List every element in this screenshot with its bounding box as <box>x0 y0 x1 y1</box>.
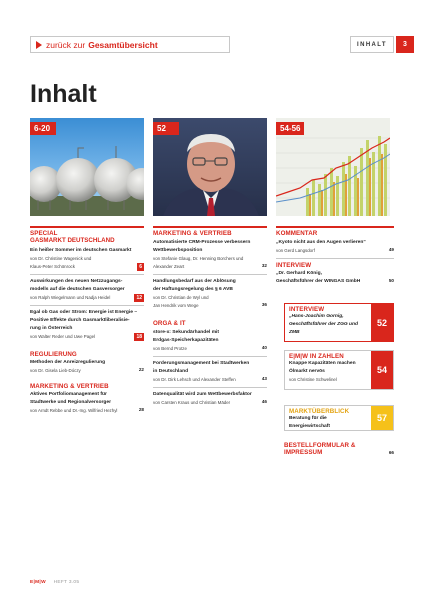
toc-entry[interactable] <box>30 309 144 341</box>
article-title: Forderungsmanagement bei Stadtwerken <box>153 361 250 366</box>
divider <box>276 226 394 228</box>
section-heading: MARKTÜBERBLICK <box>289 408 350 415</box>
article-author: von Ralph Wiegelmann und Nadja Heidel <box>30 295 111 300</box>
separator <box>276 258 394 259</box>
article-author: von Christine Schwelinel <box>289 377 337 382</box>
market-overview-box[interactable] <box>284 405 394 431</box>
article-author: Alexander Zeart <box>153 264 185 269</box>
article-title: Egal ob Gas oder Strom: Energie ist Energie – <box>30 310 138 315</box>
toc-entry[interactable] <box>153 329 267 353</box>
article-title: Datenqualität wird zum Wettbewerbsfaktor <box>153 392 252 397</box>
section-heading: MARKETING & VERTRIEB <box>30 383 109 390</box>
page-ref: 36 <box>261 302 267 307</box>
page-ref: 6 <box>139 264 142 270</box>
separator <box>153 274 267 275</box>
separator <box>153 387 267 388</box>
back-to-overview-link[interactable] <box>30 36 230 53</box>
page-ref: 40 <box>261 345 267 350</box>
article-author: von Walter Reder und Uwe Pagel <box>30 334 95 339</box>
article-title: in Deutschland <box>153 369 189 374</box>
interview-box[interactable] <box>284 303 394 342</box>
divider <box>30 226 144 228</box>
article-title: Methoden der Anreizregulierung <box>30 360 106 365</box>
article-title: der Haftungsregelung des § 6 AVB <box>153 287 233 292</box>
page-ref: 28 <box>138 407 144 412</box>
numbers-box[interactable] <box>284 350 394 390</box>
page-ref: 32 <box>261 263 267 268</box>
article-author: Jan Hendrik vom Wege <box>153 303 199 308</box>
toc-entry[interactable] <box>153 278 267 310</box>
page-ref: 57 <box>371 406 393 430</box>
article-title: Auswirkungen des neuen Netzzugangs- <box>30 279 123 284</box>
page-ref: 50 <box>388 278 394 283</box>
article-title: Wettbewerbsposition <box>153 248 203 253</box>
article-title: Geschäftsführer der WINGAS GmbH <box>276 279 361 284</box>
article-title: store-x: Sekundärhandel mit <box>153 330 220 335</box>
footer <box>30 580 79 585</box>
section-heading: KOMMENTAR <box>276 230 318 237</box>
article-title: Aktives Portfoliomanagement für <box>30 392 107 397</box>
article-author: von Carsten Kraus und Christian Mäder <box>153 400 231 405</box>
arrow-right-icon <box>36 41 42 49</box>
article-author: Klaus-Peter Schönrock <box>30 264 75 269</box>
page-ref: 54 <box>371 351 393 389</box>
page-title: Inhalt <box>30 80 97 108</box>
column-marketing <box>153 230 267 407</box>
article-title: „Hans-Joachim Gornig, <box>289 314 344 319</box>
brand-logo: E|M|W <box>30 580 46 585</box>
page-ref: 18 <box>136 334 142 340</box>
article-title: rung in Österreich <box>30 326 73 331</box>
article-title: Geschäftsführer der ZGG und ZMB <box>289 322 359 335</box>
article-author: von Gerd Langsdorf <box>276 248 315 253</box>
toc-entry[interactable] <box>30 247 144 271</box>
image-tag: 52 <box>153 122 179 135</box>
toc-entry[interactable] <box>153 239 267 271</box>
separator <box>30 305 144 306</box>
article-title: Handlungsbedarf aus der Ablösung <box>153 279 236 284</box>
section-heading: SPECIAL <box>30 230 58 237</box>
toc-entry[interactable] <box>153 391 267 407</box>
page-number: 3 <box>396 36 414 53</box>
page-ref: 49 <box>388 247 394 252</box>
article-title: modells auf die deutschen Gasversorger <box>30 287 125 292</box>
portrait-image[interactable] <box>153 118 267 216</box>
article-author: von Arndt Rebbe und Dr.-Ing. Wilfried Hezhyl <box>30 408 118 413</box>
article-title: Beratung für die Energiewirtschaft <box>289 416 331 429</box>
section-heading: INTERVIEW <box>289 306 325 313</box>
issue-label: HEFT 3.05 <box>53 580 80 585</box>
toc-entry[interactable] <box>276 270 394 286</box>
article-title: „Kyoto nicht aus den Augen verlieren“ <box>276 240 366 245</box>
page-ref: 46 <box>261 399 267 404</box>
article-author: von Bernd Protze <box>153 346 187 351</box>
article-author: von Dr. Christine Wagenick und <box>30 256 92 261</box>
article-title: Knappe Kapazitäten machen <box>289 361 356 366</box>
separator <box>30 274 144 275</box>
back-link-target: Gesamtübersicht <box>88 39 158 50</box>
section-heading: MARKETING & VERTRIEB <box>153 230 232 237</box>
toc-entry[interactable] <box>30 391 144 415</box>
page-ref: 22 <box>138 367 144 372</box>
back-link-prefix: zurück zur <box>46 39 86 50</box>
article-title: Positive Effekte durch Gasmarktliberalisie- <box>30 318 130 323</box>
page-ref: 52 <box>371 304 393 341</box>
gas-tanks-image[interactable] <box>30 118 144 216</box>
article-author: von Dr. Christian de Wyl und <box>153 295 209 300</box>
image-tag: 54-56 <box>276 122 304 135</box>
article-author: von Stefanie Glaug, Dr. Henning Borchers und <box>153 256 244 261</box>
section-subheading: GASMARKT DEUTSCHLAND <box>30 237 115 244</box>
section-label: INHALT <box>350 36 394 53</box>
image-tag: 6-20 <box>30 122 56 135</box>
section-heading: E|M|W IN ZAHLEN <box>289 353 344 360</box>
column-special <box>30 230 144 415</box>
page-ref: 43 <box>261 376 267 381</box>
page-ref: 66 <box>388 450 394 455</box>
page-ref: 12 <box>136 295 142 301</box>
article-title: Erdgas-Speicherkapazitäten <box>153 338 219 343</box>
article-author: von Dr. Dirk Lehsch und Alexander Steffen <box>153 377 236 382</box>
toc-entry[interactable] <box>30 278 144 302</box>
section-heading: INTERVIEW <box>276 262 312 269</box>
article-author: von Dr. Gisela Lieb-Dóczy <box>30 368 81 373</box>
separator <box>153 356 267 357</box>
toc-entry[interactable] <box>276 239 394 255</box>
section-heading: IMPRESSUM <box>284 449 323 456</box>
article-title: Ein heißer Sommer im deutschen Gasmarkt <box>30 248 132 253</box>
article-title: Automatisierte CRM-Prozesse verbessern <box>153 240 251 245</box>
column-kommentar <box>276 230 394 286</box>
divider <box>153 226 267 228</box>
section-heading: ORGA & IT <box>153 320 186 327</box>
section-heading: BESTELLFORMULAR & <box>284 442 356 449</box>
toc-entry[interactable] <box>153 360 267 384</box>
article-title: Ölmarkt nervös <box>289 369 325 374</box>
article-title: „Dr. Gerhard König, <box>276 271 322 276</box>
order-form-entry[interactable] <box>284 442 394 456</box>
section-heading: REGULIERUNG <box>30 351 77 358</box>
toc-entry[interactable] <box>30 359 144 375</box>
article-title: Stadtwerke und Regionalversorger <box>30 400 111 405</box>
chart-image[interactable] <box>276 118 390 216</box>
